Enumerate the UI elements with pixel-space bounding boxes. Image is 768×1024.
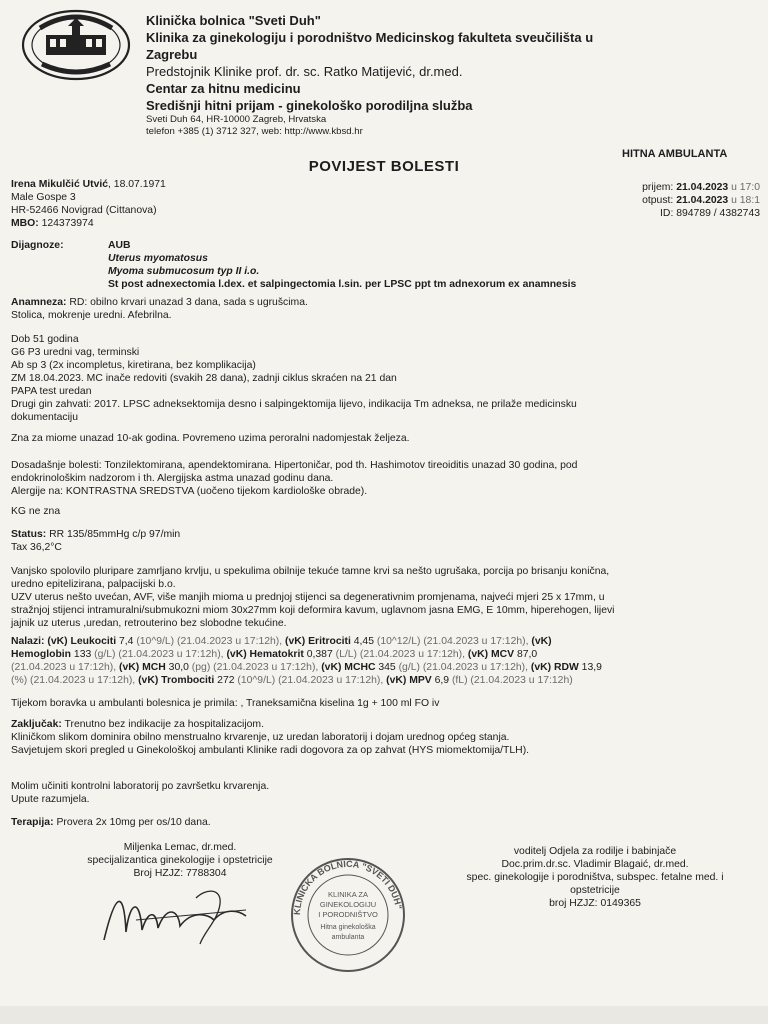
- doctor-name: Miljenka Lemac, dr.med.: [123, 842, 237, 853]
- otpust-date: 21.04.2023: [676, 195, 729, 206]
- hospital-address: Sveti Duh 64, HR-10000 Zagreb, Hrvatska: [146, 114, 327, 125]
- lab-test-name: (vK) MCH: [119, 662, 166, 673]
- lab-unit-time: (21.04.2023 u 17:12h),: [11, 662, 120, 673]
- lab-test-name: (vK) Leukociti: [47, 636, 117, 647]
- lab-value: 0,387: [303, 649, 336, 660]
- lab-test-name: (vK) MCV: [467, 649, 515, 660]
- allergies-line: Alergije na: KONTRASTNA SREDSTVA (uočeno tijekom kardiološke obrade).: [11, 486, 368, 497]
- exam-findings: [11, 565, 761, 630]
- service-name: Središnji hitni prijam - ginekološko porodiljna služba: [146, 98, 473, 113]
- instruction-line: Molim učiniti kontrolni laboratorij po završetku krvarenja.: [11, 781, 270, 792]
- lab-value: 87,0: [514, 649, 538, 660]
- anamnesis-myoma: Zna za miome unazad 10-ak godina. Povremeno uzima peroralni nadomjestak željeza.: [11, 433, 410, 444]
- lab-results: [11, 635, 761, 687]
- conclusion-label: Zaključak:: [11, 719, 62, 730]
- hospital-header: [146, 12, 746, 138]
- blood-group-line: KG ne zna: [11, 506, 61, 517]
- lab-row: [11, 661, 761, 674]
- lab-unit-time: (fL) (21.04.2023 u 17:12h): [451, 675, 573, 686]
- admission-info: [520, 181, 760, 220]
- prijem-label: prijem:: [642, 182, 674, 193]
- lab-value: 133: [71, 649, 95, 660]
- head-role: voditelj Odjela za rodilje i babinjače: [513, 846, 677, 857]
- diagnoses-list: [108, 239, 758, 291]
- exam-line: uredno epitelizirana, palpacijski b.o.: [11, 579, 176, 590]
- lab-value: 13,9: [578, 662, 602, 673]
- mbo-label: MBO:: [11, 218, 39, 229]
- clinic-city: Zagrebu: [146, 47, 198, 62]
- lab-value: 6,9: [431, 675, 452, 686]
- lab-unit-time: (pg) (21.04.2023 u 17:12h),: [191, 662, 322, 673]
- stamp-line: Hitna ginekološka: [320, 924, 376, 931]
- lab-value: 30,0: [165, 662, 192, 673]
- lab-unit-time: (10^12/L) (21.04.2023 u 17:12h),: [376, 636, 532, 647]
- anamnesis-line: Dob 51 godina: [11, 334, 79, 345]
- clinic-name: Klinika za ginekologiju i porodništvo Medicinskog fakulteta sveučilišta u: [146, 30, 594, 45]
- exam-line: jajnik uz uterus ,uredan, retrouterino bez slobodne tekućine.: [11, 618, 287, 629]
- diagnosis-item: Uterus myomatosus: [108, 253, 208, 264]
- stamp-line: KLINIKA ZA: [327, 890, 369, 899]
- exam-line: UZV uterus nešto uvećan, AVF, više manjih mioma u prednjoj stijenci sa degenerativnim promjenama, najveći mjeri 25 x 17mm, u: [11, 592, 605, 603]
- stamp-line: GINEKOLOGIJU: [319, 900, 377, 909]
- patient-dob: , 18.07.1971: [108, 179, 166, 190]
- mbo-value: 124373974: [41, 218, 94, 229]
- lab-test-name: (vK) RDW: [530, 662, 579, 673]
- clinic-head: Predstojnik Klinike prof. dr. sc. Ratko Matijević, dr.med.: [146, 64, 463, 79]
- anamnesis-line: endokrinološkim nadzorom i th. Alergijska astma unazad godinu dana.: [11, 473, 334, 484]
- therapy-label: Terapija:: [11, 817, 54, 828]
- center-name: Centar za hitnu medicinu: [146, 81, 301, 96]
- lab-test-name: (vK) MCHC: [321, 662, 376, 673]
- lab-unit-time: (10^9/L) (21.04.2023 u 17:12h),: [237, 675, 387, 686]
- otpust-label: otpust:: [642, 195, 674, 206]
- patient-name: Irena Mikulčić Utvić: [11, 179, 109, 190]
- anamnesis-line: RD: obilno krvari unazad 3 dana, sada s ugrušcima.: [69, 297, 308, 308]
- stamp-ring-text: KLINIČKA BOLNICA "SVETI DUH": [291, 858, 404, 916]
- doctor-signature-block: [60, 841, 300, 880]
- anamnesis-line: Drugi gin zahvati: 2017. LPSC adneksektomija desno i salpingektomija lijevo, indikacija Tm adneksa, ne prilaže medicinsku: [11, 399, 577, 410]
- anamnesis-history: [11, 333, 761, 424]
- head-specialty: spec. ginekologije i porodništva, subspec. fetalne med. i: [466, 872, 724, 883]
- prijem-time: u 17:0: [731, 182, 760, 193]
- record-id: ID: 894789 / 4382743: [660, 208, 760, 219]
- head-of-department-block: [430, 845, 760, 910]
- otpust-time: u 18:1: [731, 195, 760, 206]
- diagnoses-label: Dijagnoze:: [11, 240, 64, 251]
- conclusion-line: Kliničkom slikom dominira obilno menstrualno krvarenje, uz uredan laboratorij i dojam urednog općeg stanja.: [11, 732, 510, 743]
- exam-line: Vanjsko spolovilo pluripare zamrljano krvlju, u spekulima obilnije tekuće tamne krvi sa nešto ugrušaka, porcija po brisanju konična,: [11, 566, 610, 577]
- conclusion-line: Savjetujem skori pregled u Ginekološkoj ambulanti Klinike radi dogovora za op zahvat (HYS miomektomija/TLH).: [11, 745, 530, 756]
- lab-test-name: (vK): [531, 636, 552, 647]
- lab-unit-time: (10^9/L) (21.04.2023 u 17:12h),: [136, 636, 286, 647]
- page-bottom-edge: [0, 1006, 768, 1024]
- lab-test-name: (vK) Eritrociti: [285, 636, 351, 647]
- patient-street: Male Gospe 3: [11, 192, 76, 203]
- head-specialty-cont: opstetricije: [570, 885, 620, 896]
- lab-value: 345: [375, 662, 399, 673]
- hospital-name: Klinička bolnica "Sveti Duh": [146, 13, 321, 28]
- lab-row: [11, 635, 761, 648]
- stamp-line: ambulanta: [331, 934, 365, 941]
- stamp-line: I PORODNIŠTVO: [318, 910, 378, 919]
- diagnosis-item: AUB: [108, 240, 131, 251]
- hospital-stamp: [288, 855, 408, 975]
- hospital-contact: telefon +385 (1) 3712 327, web: http://www.kbsd.hr: [146, 126, 363, 137]
- lab-test-name: (vK) Trombociti: [138, 675, 215, 686]
- conclusion-line: Trenutno bez indikacije za hospitalizacijom.: [64, 719, 264, 730]
- head-name: Doc.prim.dr.sc. Vladimir Blagaić, dr.med.: [501, 859, 689, 870]
- ambulance-therapy: Tijekom boravka u ambulanti bolesnica je primila: , Traneksamična kiselina 1g + 100 ml FO iv: [11, 698, 440, 709]
- hospital-logo: [20, 8, 132, 82]
- lab-label: Nalazi:: [11, 636, 45, 647]
- therapy-text: Provera 2x 10mg per os/10 dana.: [56, 817, 211, 828]
- lab-unit-time: (L/L) (21.04.2023 u 17:12h),: [335, 649, 468, 660]
- diagnosis-item: Myoma submucosum typ II i.o.: [108, 266, 260, 277]
- lab-value: 272: [214, 675, 238, 686]
- conclusion-section: [11, 718, 761, 757]
- document-title: POVIJEST BOLESTI: [308, 158, 460, 175]
- prijem-date: 21.04.2023: [676, 182, 729, 193]
- anamnesis-line: ZM 18.04.2023. MC inače redoviti (svakih 28 dana), zadnji ciklus skraćen na 21 dan: [11, 373, 397, 384]
- instruction-line: Upute razumjela.: [11, 794, 90, 805]
- patient-info: [11, 178, 411, 230]
- anamnesis-prior-diseases: [11, 459, 761, 498]
- lab-value: 7,4: [116, 636, 137, 647]
- anamnesis-label: Anamneza:: [11, 297, 67, 308]
- unit-label: HITNA AMBULANTA: [622, 148, 728, 160]
- lab-unit-time: (%) (21.04.2023 u 17:12h),: [11, 675, 139, 686]
- anamnesis-line: Dosadašnje bolesti: Tonzilektomirana, apendektomirana. Hipertoničar, pod th. Hashimotov tireoiditis unazad 30 godina, pod: [11, 460, 578, 471]
- lab-unit-time: (g/L) (21.04.2023 u 17:12h),: [398, 662, 531, 673]
- status-section: [11, 528, 761, 554]
- status-vitals: RR 135/85mmHg c/p 97/min: [49, 529, 181, 540]
- doctor-id: Broj HZJZ: 7788304: [133, 868, 227, 879]
- lab-test-name: Hemoglobin: [11, 649, 72, 660]
- lab-test-name: (vK) Hematokrit: [226, 649, 304, 660]
- lab-unit-time: (g/L) (21.04.2023 u 17:12h),: [94, 649, 227, 660]
- anamnesis-line: G6 P3 uredni vag, terminski: [11, 347, 140, 358]
- follow-up-instructions: [11, 780, 761, 806]
- patient-city: HR-52466 Novigrad (Cittanova): [11, 205, 157, 216]
- doctor-signature: [96, 880, 276, 952]
- doctor-title: specijalizantica ginekologije i opstetricije: [87, 855, 273, 866]
- anamnesis-line: Stolica, mokrenje uredni. Afebrilna.: [11, 310, 172, 321]
- diagnosis-item: St post adnexectomia l.dex. et salpingectomia l.sin. per LPSC ppt tm adnexorum ex anamnesis: [108, 279, 577, 290]
- anamnesis-line: PAPA test uredan: [11, 386, 92, 397]
- exam-line: stražnjoj stijenci intramuralni/submukozni miom 30x27mm koji deformira kavum, uglavnom jasna EMG, E 10mm, hiperehogen, lijevi: [11, 605, 615, 616]
- status-label: Status:: [11, 529, 47, 540]
- head-id: broj HZJZ: 0149365: [549, 898, 641, 909]
- anamnesis-section: [11, 296, 761, 322]
- anamnesis-line: Ab sp 3 (2x incompletus, kiretirana, bez komplikacija): [11, 360, 256, 371]
- lab-value: 4,45: [350, 636, 377, 647]
- prescribed-therapy: [11, 816, 761, 829]
- lab-test-name: (vK) MPV: [386, 675, 432, 686]
- anamnesis-line: dokumentaciju: [11, 412, 79, 423]
- lab-row: [11, 674, 761, 687]
- status-temp: Tax 36,2°C: [11, 542, 62, 553]
- lab-row: [11, 648, 761, 661]
